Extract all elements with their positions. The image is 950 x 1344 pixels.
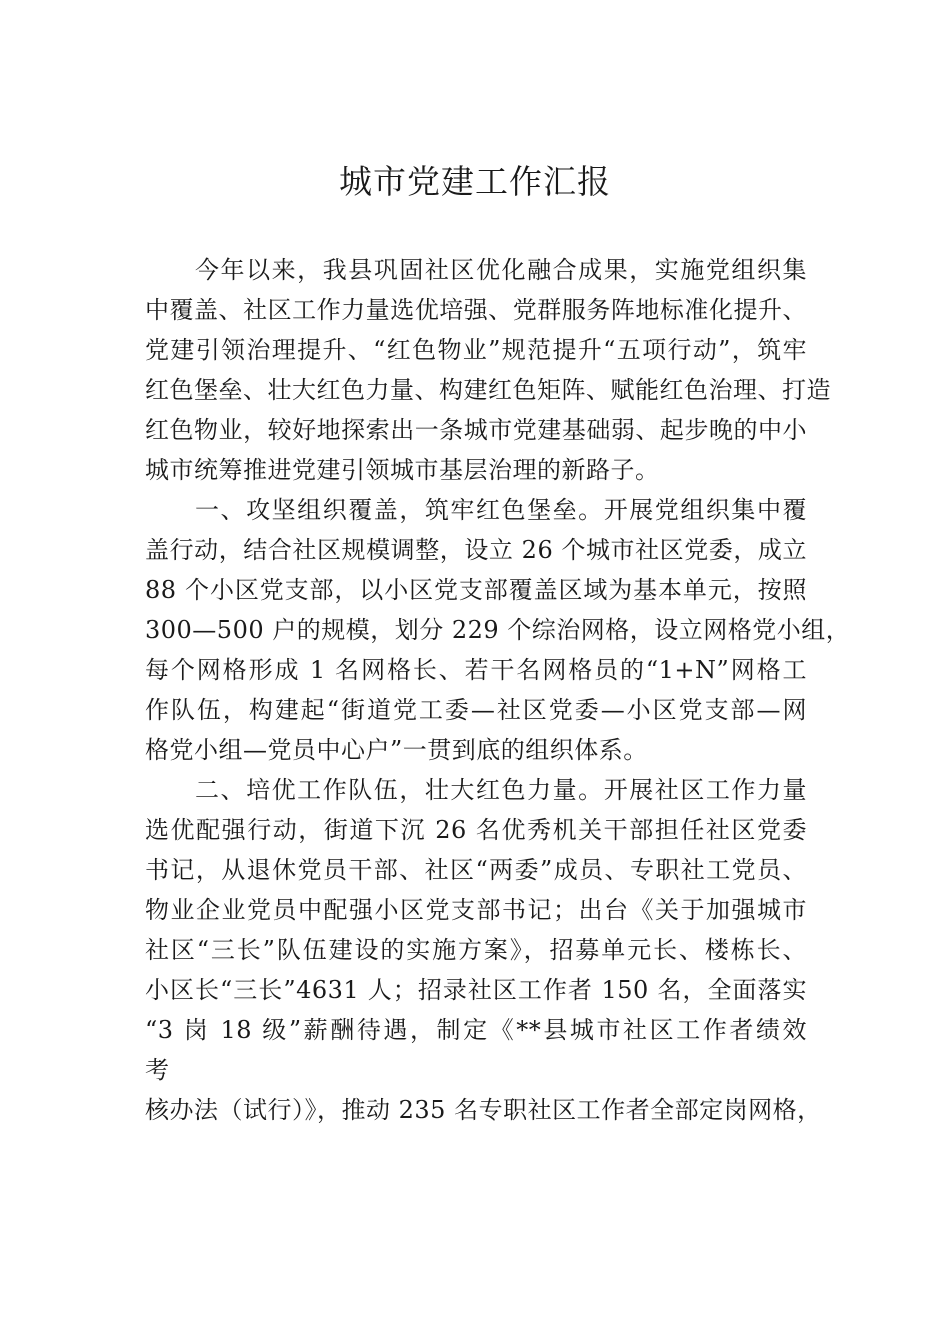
paragraph-line: 盖行动，结合社区规模调整，设立 26 个城市社区党委，成立 (145, 536, 807, 564)
paragraph-line: 中覆盖、社区工作力量选优培强、党群服务阵地标准化提升、 (145, 296, 807, 324)
paragraph-line: 党建引领治理提升、“红色物业”规范提升“五项行动”，筑牢 (145, 336, 807, 364)
paragraph-line: 城市统筹推进党建引领城市基层治理的新路子。 (145, 456, 660, 484)
paragraph-line: 选优配强行动，街道下沉 26 名优秀机关干部担任社区党委 (145, 816, 807, 844)
paragraph-line: 二、培优工作队伍，壮大红色力量。开展社区工作力量 (195, 776, 807, 804)
paragraph-line: 格党小组—党员中心户”一贯到底的组织体系。 (145, 736, 648, 764)
paragraph-line: 考 (145, 1056, 170, 1084)
paragraph-line: 社区“三长”队伍建设的实施方案》，招募单元长、楼栋长、 (145, 936, 807, 964)
paragraph-line: 一、攻坚组织覆盖，筑牢红色堡垒。开展党组织集中覆 (195, 496, 807, 524)
paragraph-line: 小区长“三长”4631 人；招录社区工作者 150 名，全面落实 (145, 976, 807, 1004)
paragraph-line: 物业企业党员中配强小区党支部书记；出台《关于加强城市 (145, 896, 807, 924)
paragraph-line: 88 个小区党支部，以小区党支部覆盖区域为基本单元，按照 (145, 576, 807, 604)
paragraph-line: 红色物业，较好地探索出一条城市党建基础弱、起步晚的中小 (145, 416, 807, 444)
paragraph-line: 红色堡垒、壮大红色力量、构建红色矩阵、赋能红色治理、打造 (145, 376, 831, 404)
document-title: 城市党建工作汇报 (339, 162, 611, 201)
paragraph-line: 作队伍，构建起“街道党工委—社区党委—小区党支部—网 (145, 696, 807, 724)
paragraph-line: 今年以来，我县巩固社区优化融合成果，实施党组织集 (195, 256, 807, 284)
paragraph-line: 核办法（试行）》，推动 235 名专职社区工作者全部定岗网格， (145, 1096, 822, 1124)
paragraph-line: “3 岗 18 级”薪酬待遇，制定《**县城市社区工作者绩效 (145, 1016, 807, 1044)
paragraph-line: 300—500 户的规模，划分 229 个综治网格，设立网格党小组， (145, 616, 851, 644)
paragraph-line: 每个网格形成 1 名网格长、若干名网格员的“1+N”网格工 (145, 656, 807, 684)
paragraph-line: 书记，从退休党员干部、社区“两委”成员、专职社工党员、 (145, 856, 807, 884)
document-body (145, 250, 851, 1130)
